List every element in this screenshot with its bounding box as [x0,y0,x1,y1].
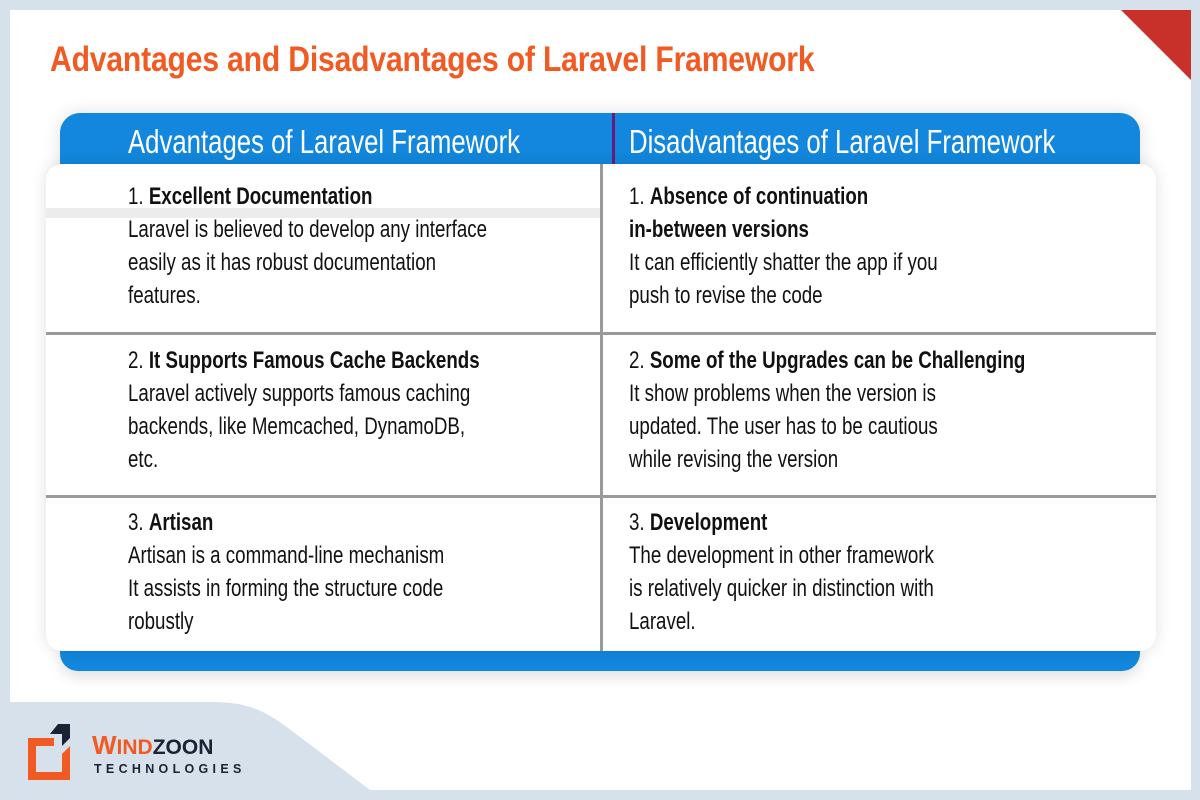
item-description-line: Laravel is believed to develop any interface [128,216,488,243]
item-description-line: etc. [128,446,159,473]
logo-mark-icon [28,724,70,780]
item-description-line: It show problems when the version is [629,380,936,407]
page-title: Advantages and Disadvantages of Laravel Framework [50,40,815,79]
logo-brand-first: IND [116,736,153,759]
item-heading: Artisan [148,509,214,536]
logo-wordmark [92,732,213,758]
item-description-line: easily as it has robust documentation [128,249,437,276]
infographic-card [10,10,1191,790]
item-description-line: push to revise the code [629,282,823,309]
disadvantage-item-1 [629,180,1089,312]
row-divider [46,332,1156,335]
windzoon-logo [28,724,268,784]
item-heading: Development [649,509,768,536]
item-heading: It Supports Famous Cache Backends [148,347,480,374]
item-heading: Excellent Documentation [148,183,373,210]
item-description-line: Laravel. [629,608,696,635]
item-description-line: robustly [128,608,194,635]
item-heading: Absence of continuation [649,183,869,210]
column-header-disadvantages: Disadvantages of Laravel Framework [629,123,1056,160]
disadvantage-item-3 [629,506,1089,638]
corner-triangle-decoration [1121,10,1191,80]
item-number: 1. [128,183,144,210]
item-description-line: while revising the version [629,446,839,473]
item-number: 3. [629,509,645,536]
item-number: 2. [128,347,144,374]
item-number: 1. [629,183,645,210]
item-number: 3. [128,509,144,536]
item-description-line: backends, like Memcached, DynamoDB, [128,413,466,440]
logo-brand-second: ZOON [152,736,214,759]
header-divider [612,113,615,165]
item-description-line: is relatively quicker in distinction with [629,575,934,602]
item-number: 2. [629,347,645,374]
item-description-line: The development in other framework [629,542,934,569]
logo-brand-initial: W [92,730,117,760]
item-description-line: updated. The user has to be cautious [629,413,938,440]
column-divider [600,164,603,651]
item-description-line: It can efficiently shatter the app if you [629,249,938,276]
row-divider [46,495,1156,498]
item-heading: Some of the Upgrades can be Challenging [649,347,1026,374]
item-heading-continued: in-between versions [629,216,809,243]
advantage-item-2 [128,344,588,476]
item-description-line: It assists in forming the structure code [128,575,444,602]
table-body [46,164,1156,651]
comparison-table [46,113,1156,671]
logo-tagline: TECHNOLOGIES [94,762,246,776]
advantage-item-1 [128,180,588,312]
disadvantage-item-2 [629,344,1089,476]
item-description-line: Artisan is a command-line mechanism [128,542,445,569]
item-description-line: Laravel actively supports famous caching [128,380,471,407]
advantage-item-3 [128,506,588,638]
column-header-advantages: Advantages of Laravel Framework [128,123,521,160]
item-description-line: features. [128,282,201,309]
